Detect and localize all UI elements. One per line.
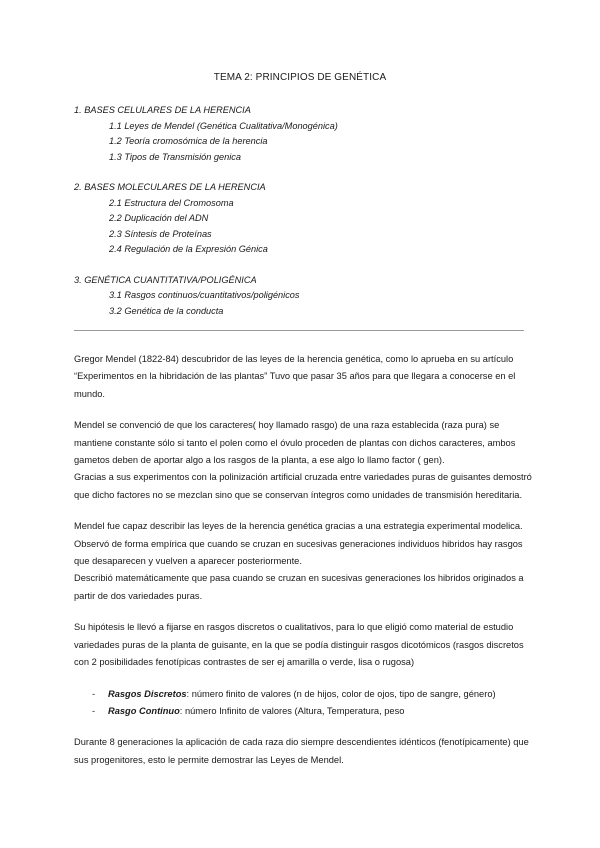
body-text <box>74 351 536 783</box>
bullet-term: Rasgo Continuo <box>108 705 180 716</box>
paragraph: Su hipótesis le llevó a fijarse en rasgos discretos o cualitativos, para lo que eligió como material de estudio variedades puras de la planta de guisante, en la que se podía distinguir rasgos dicotómicos (rasgos discretos con 2 posibilidades fenotípicas contrastes de ser ej amarilla o verde, lisa o rugosa) <box>74 622 524 668</box>
list-item <box>74 703 536 720</box>
document-title: TEMA 2: PRINCIPIOS DE GENÉTICA <box>213 72 387 83</box>
bullet-term: Rasgos Discretos <box>108 688 187 699</box>
dash-bullet: - <box>92 705 96 716</box>
toc-subsection: 2.1 Estructura del Cromosoma <box>109 197 234 208</box>
paragraph: Mendel se convenció de que los caracteres( hoy llamado rasgo) de una raza establecida (raza pura) se mantiene constante sólo si tanto el polen como el óvulo proceden de plantas con dichos caracteres, ambos gametos deben de aportar algo a los rasgos de la planta, a ese algo lo llamo factor ( gen). <box>74 420 516 466</box>
toc-subsection: 2.3 Síntesis de Proteínas <box>109 228 212 239</box>
toc-subsection: 1.2 Teoría cromosómica de la herencia <box>109 136 268 146</box>
horizontal-divider <box>74 330 524 331</box>
bullet-text: : número finito de valores (n de hijos, color de ojos, tipo de sangre, género) <box>186 688 496 699</box>
paragraph: Gregor Mendel (1822-84) descubridor de las leyes de la herencia genética, como lo aprueba en su artículo “Experimentos en la hibridación de las plantas” Tuvo que pasar 35 años para que llegara a conocerse en el mundo. <box>74 354 516 399</box>
toc-section: 2. BASES MOLECULARES DE LA HERENCIA <box>74 182 266 192</box>
toc-subsection: 2.4 Regulación de la Expresión Génica <box>109 244 268 254</box>
paragraph: Describió matemáticamente que pasa cuando se cruzan en sucesivas generaciones los hibridos originados a partir de dos variedades puras. <box>74 573 524 601</box>
toc-subsection: 2.2 Duplicación del ADN <box>109 213 209 223</box>
bullet-list <box>74 686 536 721</box>
toc-section: 1. BASES CELULARES DE LA HERENCIA <box>74 105 251 115</box>
toc-section: 3. GENÉTICA CUANTITATIVA/POLIGÉNICA <box>74 274 257 285</box>
paragraph: Gracias a sus experimentos con la polinización artificial cruzada entre variedades puras de guisantes demostró que dicho factores no se mezclan sino que se conservan íntegros como unidades de transmisión hereditaria. <box>74 472 532 500</box>
toc-subsection: 1.3 Tipos de Transmisión genica <box>109 151 242 162</box>
toc-subsection: 1.1 Leyes de Mendel (Genética Cualitativa/Monogénica) <box>109 120 338 131</box>
toc-subsection: 3.2 Genética de la conducta <box>109 305 224 316</box>
dash-bullet: - <box>92 688 96 699</box>
paragraph: Mendel fue capaz describir las leyes de la herencia genética gracias a una estrategia experimental modelica. Observó de forma empírica que cuando se cruzan en sucesivas generaciones individuos hibridos hay rasgos que desaparecen y vuelven a aparecer posteriormente. <box>74 521 523 567</box>
bullet-text: : número Infinito de valores (Altura, Temperatura, peso <box>179 705 405 716</box>
paragraph: Durante 8 generaciones la aplicación de cada raza dio siempre descendientes idénticos (fenotípicamente) que sus progenitores, esto le permite demostrar las Leyes de Mendel. <box>74 737 529 765</box>
table-of-contents <box>74 103 534 319</box>
toc-subsection: 3.1 Rasgos continuos/cuantitativos/poligénicos <box>109 290 300 300</box>
list-item <box>74 686 536 703</box>
